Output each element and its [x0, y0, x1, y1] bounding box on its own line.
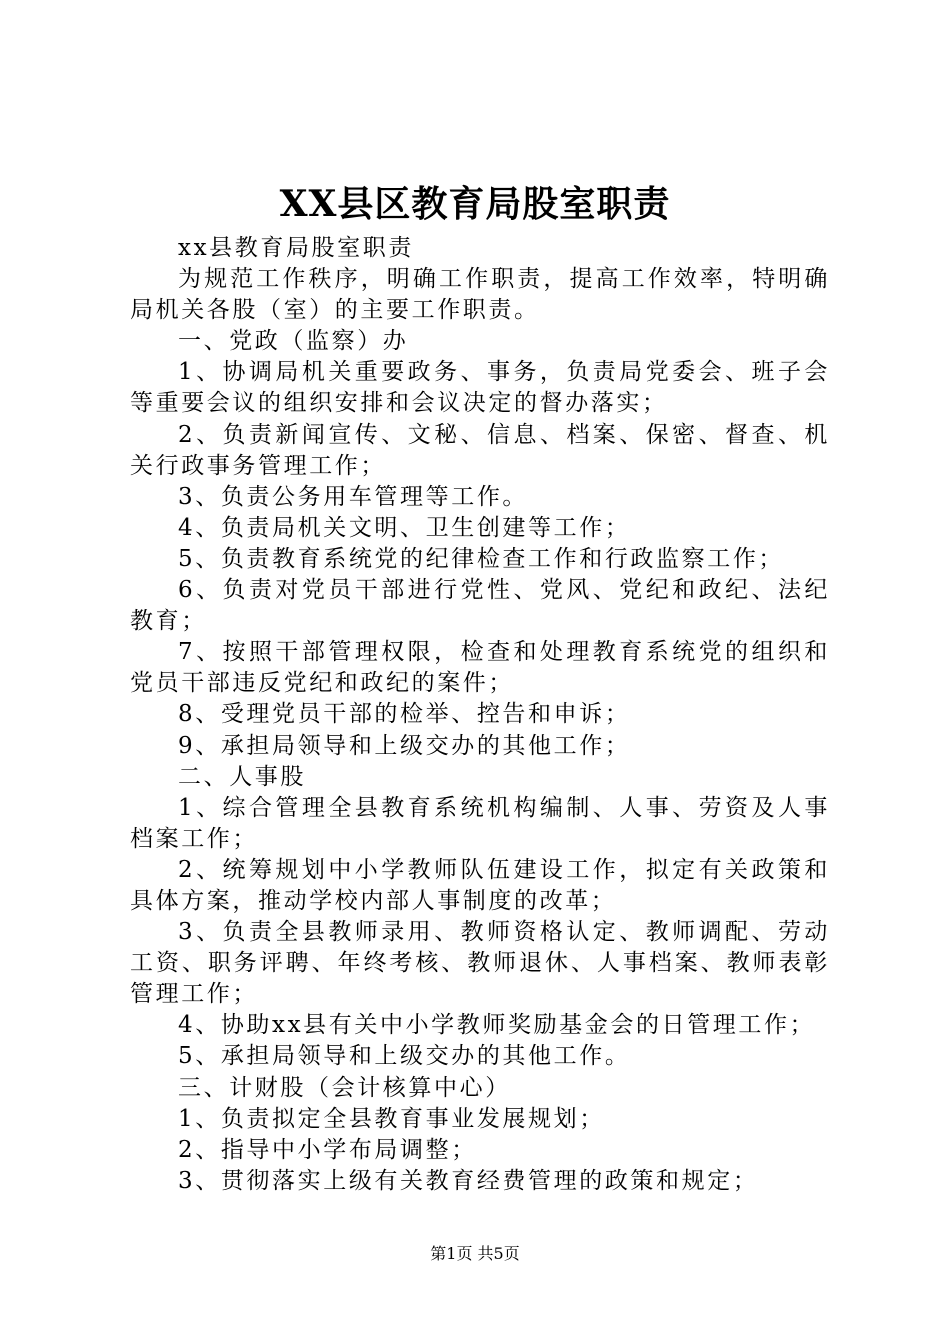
paragraph: 1、负责拟定全县教育事业发展规划； — [178, 1105, 605, 1132]
paragraph: 2、负责新闻宣传、文秘、信息、档案、保密、督查、机关行政事务管理工作； — [130, 421, 830, 479]
page-footer: 第1页 共5页 — [430, 1244, 520, 1263]
paragraph: 6、负责对党员干部进行党性、党风、党纪和政纪、法纪教育； — [130, 577, 830, 635]
paragraph: 4、负责局机关文明、卫生创建等工作； — [178, 514, 631, 541]
paragraph: 9、承担局领导和上级交办的其他工作； — [178, 732, 631, 759]
paragraph: 3、负责全县教师录用、教师资格认定、教师调配、劳动工资、职务评聘、年终考核、教师退休、人事档案、教师表彰管理工作； — [130, 919, 830, 1008]
paragraph: 7、按照干部管理权限，检查和处理教育系统党的组织和党员干部违反党纪和政纪的案件； — [130, 639, 830, 697]
paragraph: 5、承担局领导和上级交办的其他工作。 — [178, 1043, 631, 1070]
section-heading: 三、计财股（会计核算中心） — [178, 1074, 511, 1101]
paragraph: 1、综合管理全县教育系统机构编制、人事、劳资及人事档案工作； — [130, 794, 830, 852]
paragraph: 1、协调局机关重要政务、事务，负责局党委会、班子会等重要会议的组织安排和会议决定的督办落实； — [130, 359, 830, 417]
paragraph: 4、协助xx县有关中小学教师奖励基金会的日管理工作； — [178, 1012, 816, 1039]
paragraph: 2、指导中小学布局调整； — [178, 1136, 477, 1163]
paragraph: xx县教育局股室职责 — [178, 235, 414, 261]
paragraph: 8、受理党员干部的检举、控告和申诉； — [178, 701, 631, 728]
paragraph: 5、负责教育系统党的纪律检查工作和行政监察工作； — [178, 545, 785, 572]
paragraph: 2、统筹规划中小学教师队伍建设工作，拟定有关政策和具体方案，推动学校内部人事制度的改革； — [130, 856, 830, 914]
section-heading: 二、人事股 — [178, 763, 306, 790]
document-title: XX县区教育局股室职责 — [279, 183, 671, 225]
paragraph: 为规范工作秩序，明确工作职责，提高工作效率，特明确局机关各股（室）的主要工作职责。 — [130, 266, 830, 324]
paragraph: 3、贯彻落实上级有关教育经费管理的政策和规定； — [178, 1167, 759, 1194]
paragraph: 3、负责公务用车管理等工作。 — [178, 483, 529, 510]
document-body — [130, 233, 830, 1197]
section-heading: 一、党政（监察）办 — [178, 328, 409, 355]
